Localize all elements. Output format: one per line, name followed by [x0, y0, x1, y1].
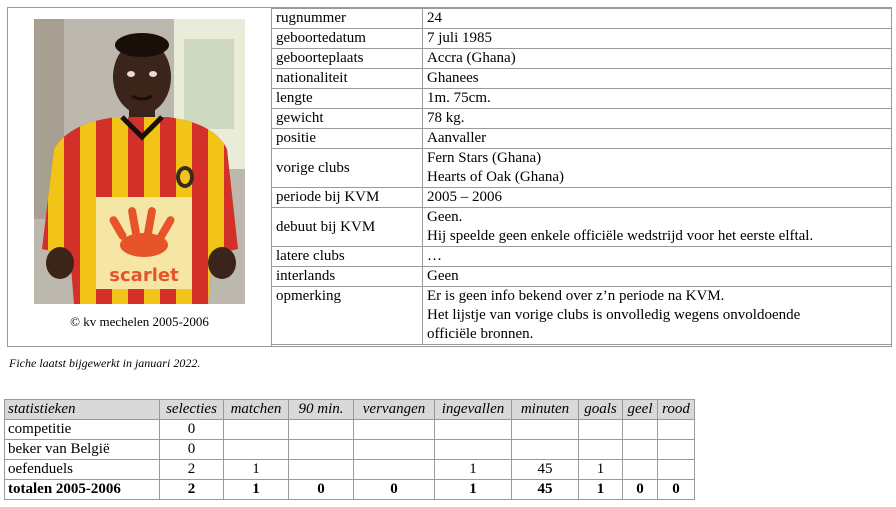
stats-header-cell: geel [623, 400, 658, 420]
stats-cell: 1 [224, 460, 289, 480]
info-value [423, 267, 892, 287]
stats-cell: 0 [623, 480, 658, 500]
player-photo [34, 19, 245, 304]
stats-cell: 0 [658, 480, 695, 500]
info-row-rugnummer [272, 9, 892, 29]
stats-cell: 45 [512, 460, 579, 480]
stats-cell [354, 440, 435, 460]
info-value-line: 78 kg. [427, 110, 465, 126]
stats-row [5, 440, 695, 460]
info-value-line: 2005 – 2006 [427, 189, 502, 205]
stats-header-cell: minuten [512, 400, 579, 420]
info-label: nationaliteit [272, 69, 423, 89]
info-row-periode-bij-KVM [272, 188, 892, 208]
info-row-geboorteplaats [272, 49, 892, 69]
stats-cell [224, 440, 289, 460]
info-value [423, 247, 892, 267]
stats-row-label: totalen 2005-2006 [5, 480, 160, 500]
info-value [423, 29, 892, 49]
stats-row-label: beker van België [5, 440, 160, 460]
info-value-line: Hearts of Oak (Ghana) [427, 169, 565, 185]
info-row-opmerking [272, 287, 892, 345]
stats-total-row [5, 480, 695, 500]
info-value-line: Fern Stars (Ghana) [427, 150, 542, 166]
stats-row-label: competitie [5, 420, 160, 440]
info-value [423, 89, 892, 109]
stats-cell: 2 [160, 460, 224, 480]
stats-cell [658, 420, 695, 440]
info-label: latere clubs [272, 247, 423, 267]
info-value-line: … [427, 248, 442, 264]
info-label: vorige clubs [272, 149, 423, 188]
stats-header-cell: vervangen [354, 400, 435, 420]
info-value-line: Geen. [427, 209, 463, 225]
info-row-vorige-clubs [272, 149, 892, 188]
info-value [423, 188, 892, 208]
info-value [423, 208, 892, 247]
stats-cell [658, 460, 695, 480]
stats-cell [579, 440, 623, 460]
stats-cell [289, 420, 354, 440]
stats-cell: 2 [160, 480, 224, 500]
info-row-gewicht [272, 109, 892, 129]
stats-row-label: oefenduels [5, 460, 160, 480]
stats-cell [623, 440, 658, 460]
info-label: lengte [272, 89, 423, 109]
info-value-line: Geen [427, 268, 459, 284]
stats-header-cell: selecties [160, 400, 224, 420]
info-label: geboorteplaats [272, 49, 423, 69]
info-value-line: 1m. 75cm. [427, 90, 491, 106]
info-value-line: 7 juli 1985 [427, 30, 493, 46]
stats-cell: 1 [579, 480, 623, 500]
info-label: periode bij KVM [272, 188, 423, 208]
info-value [423, 109, 892, 129]
stats-cell: 1 [435, 480, 512, 500]
info-label: interlands [272, 267, 423, 287]
info-label: opmerking [272, 287, 423, 345]
stats-cell: 0 [354, 480, 435, 500]
info-label: geboortedatum [272, 29, 423, 49]
player-info-table [271, 8, 892, 345]
info-value-line: Er is geen info bekend over z’n periode na KVM. [427, 288, 725, 304]
profile-card [7, 7, 892, 347]
stats-row [5, 460, 695, 480]
stats-cell [435, 440, 512, 460]
stats-header-cell: statistieken [5, 400, 160, 420]
info-value-line: 24 [427, 10, 442, 26]
photo-caption: © kv mechelen 2005-2006 [70, 314, 209, 329]
info-row-debuut-bij-KVM [272, 208, 892, 247]
stats-cell [289, 440, 354, 460]
statistics-table [4, 399, 695, 500]
info-row-geboortedatum [272, 29, 892, 49]
stats-cell [623, 460, 658, 480]
info-label: rugnummer [272, 9, 423, 29]
stats-cell [512, 420, 579, 440]
stats-header-row [5, 400, 695, 420]
info-value [423, 129, 892, 149]
stats-cell: 0 [289, 480, 354, 500]
info-row-positie [272, 129, 892, 149]
stats-header-cell: matchen [224, 400, 289, 420]
stats-header-cell: 90 min. [289, 400, 354, 420]
info-row-interlands [272, 267, 892, 287]
info-value-line: officiële bronnen. [427, 326, 534, 342]
info-row-latere-clubs [272, 247, 892, 267]
player-illustration [34, 19, 245, 304]
info-label: gewicht [272, 109, 423, 129]
info-label: positie [272, 129, 423, 149]
stats-cell [224, 420, 289, 440]
stats-row [5, 420, 695, 440]
stats-cell: 0 [160, 440, 224, 460]
info-value [423, 149, 892, 188]
stats-cell: 1 [435, 460, 512, 480]
info-value [423, 49, 892, 69]
last-updated-note: Fiche laatst bijgewerkt in januari 2022. [9, 356, 201, 370]
info-value [423, 9, 892, 29]
info-value [423, 287, 892, 345]
sponsor-logo-text: scarlet [109, 265, 179, 286]
info-value-line: Hij speelde geen enkele officiële wedstrijd voor het eerste elftal. [427, 228, 814, 244]
info-label: debuut bij KVM [272, 208, 423, 247]
stats-header-cell: ingevallen [435, 400, 512, 420]
info-value-line: Aanvaller [427, 130, 487, 146]
stats-cell: 0 [160, 420, 224, 440]
photo-cell [8, 8, 272, 346]
info-row-lengte [272, 89, 892, 109]
info-value-line: Het lijstje van vorige clubs is onvolledig wegens onvoldoende [427, 307, 801, 323]
stats-cell: 1 [579, 460, 623, 480]
stats-cell [658, 440, 695, 460]
stats-cell [354, 420, 435, 440]
stats-cell [512, 440, 579, 460]
info-value-line: Accra (Ghana) [427, 50, 516, 66]
info-value-line: Ghanees [427, 70, 479, 86]
info-value [423, 69, 892, 89]
stats-cell [579, 420, 623, 440]
stats-cell [354, 460, 435, 480]
stats-header-cell: goals [579, 400, 623, 420]
stats-cell [435, 420, 512, 440]
stats-cell [623, 420, 658, 440]
info-row-nationaliteit [272, 69, 892, 89]
stats-cell: 45 [512, 480, 579, 500]
stats-cell: 1 [224, 480, 289, 500]
stats-cell [289, 460, 354, 480]
stats-header-cell: rood [658, 400, 695, 420]
